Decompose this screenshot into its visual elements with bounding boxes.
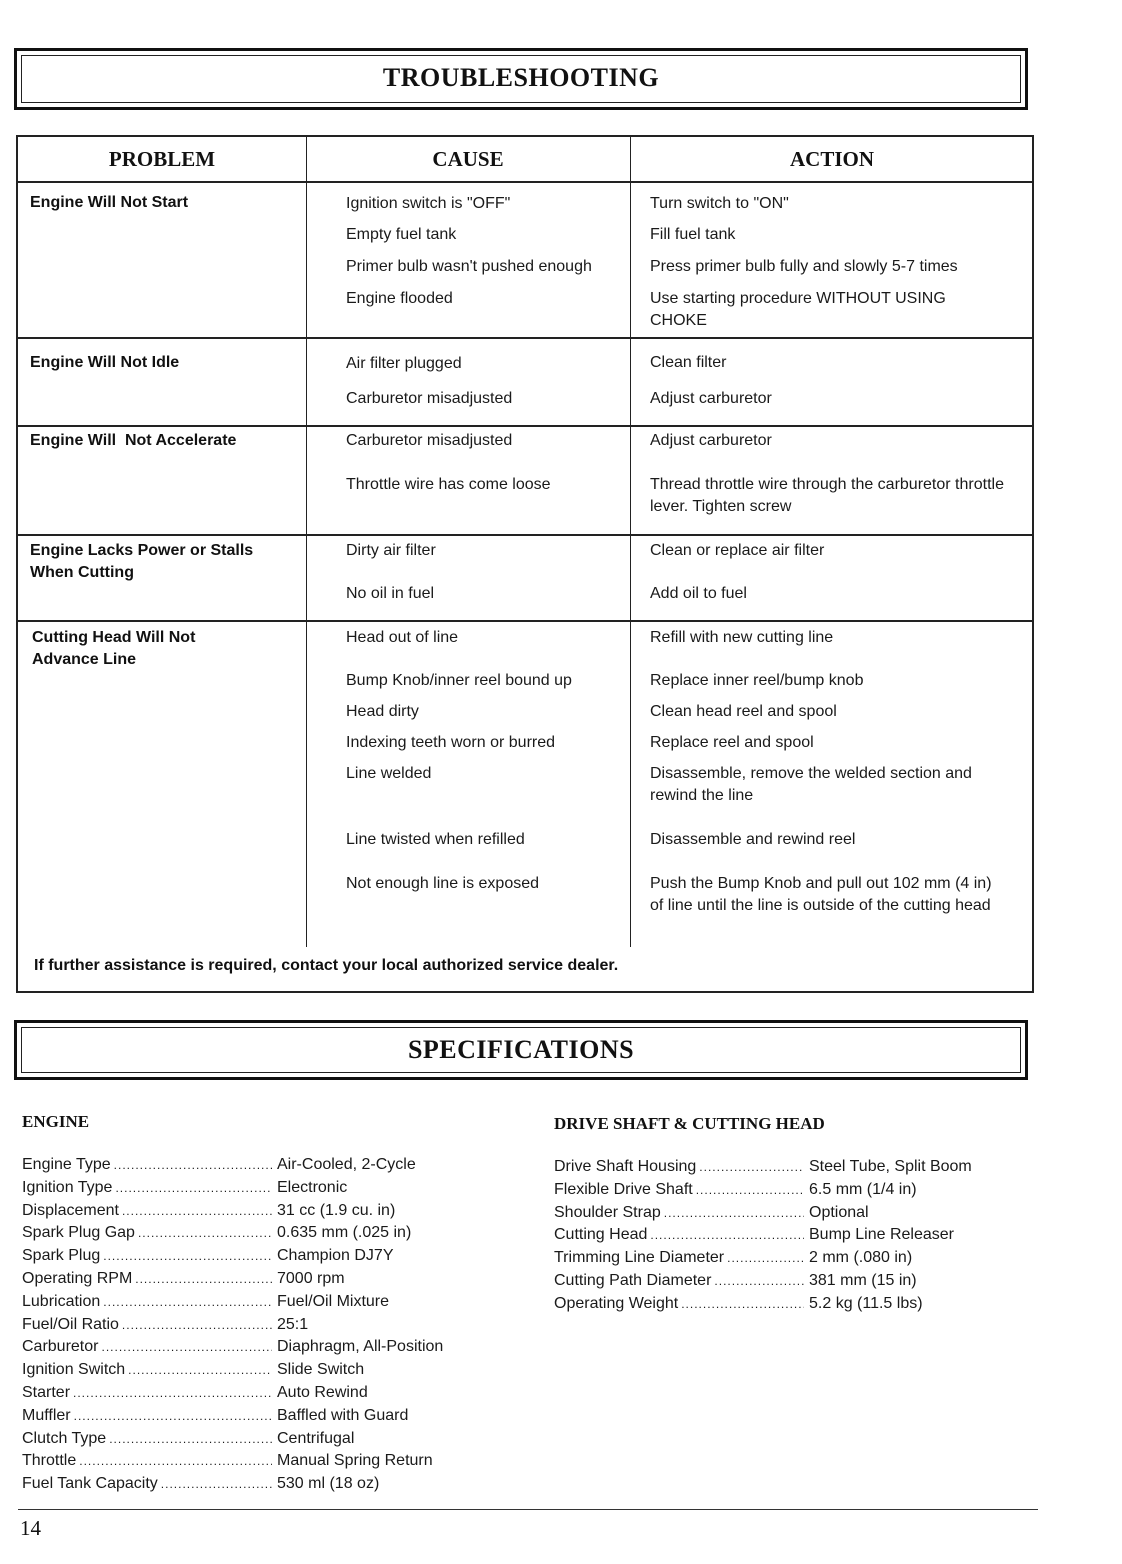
dot-leader bbox=[727, 1248, 804, 1270]
spec-label bbox=[22, 1268, 272, 1291]
spec-label-text: Carburetor bbox=[22, 1338, 99, 1356]
dot-leader bbox=[101, 1337, 272, 1359]
spec-row bbox=[22, 1336, 492, 1359]
spec-row bbox=[554, 1224, 1024, 1247]
header-cause: CAUSE bbox=[432, 147, 504, 171]
spec-value: Bump Line Releaser bbox=[809, 1226, 954, 1244]
spec-value: Steel Tube, Split Boom bbox=[809, 1158, 972, 1175]
spec-value: Electronic bbox=[277, 1178, 348, 1196]
spec-label-text: Engine Type bbox=[22, 1156, 111, 1173]
spec-value: 7000 rpm bbox=[277, 1269, 345, 1287]
cause-text: Head out of line bbox=[346, 629, 459, 646]
spec-row bbox=[22, 1473, 492, 1496]
cause-text: Engine flooded bbox=[346, 290, 453, 307]
specifications-title: SPECIFICATIONS bbox=[21, 1027, 1021, 1073]
dot-leader bbox=[128, 1360, 272, 1382]
spec-label-text: Starter bbox=[22, 1383, 71, 1401]
spec-label-text: Drive Shaft Housing bbox=[554, 1158, 697, 1175]
spec-label-text: Muffler bbox=[22, 1406, 71, 1424]
spec-value: Baffled with Guard bbox=[277, 1406, 409, 1424]
spec-label-text: Shoulder Strap bbox=[554, 1203, 661, 1221]
spec-label-text: Operating RPM bbox=[22, 1269, 133, 1287]
engine-specs bbox=[22, 1112, 492, 1496]
action-text: Clean head reel and spool bbox=[650, 703, 837, 720]
action-text: Push the Bump Knob and pull out 102 mm (4 in) of line until the line is outside of the cutting head bbox=[650, 875, 992, 914]
spec-label-text: Spark Plug Gap bbox=[22, 1224, 135, 1242]
spec-label bbox=[554, 1202, 804, 1225]
dot-leader bbox=[115, 1178, 272, 1200]
header-problem: PROBLEM bbox=[108, 147, 216, 171]
header-action: ACTION bbox=[789, 147, 874, 171]
dot-leader bbox=[650, 1225, 804, 1247]
cause-text: Throttle wire has come loose bbox=[346, 476, 551, 493]
action-text: Adjust carburetor bbox=[650, 390, 772, 407]
spec-row bbox=[554, 1179, 1024, 1202]
spec-label bbox=[22, 1245, 272, 1268]
dot-leader bbox=[135, 1269, 272, 1291]
problem-label: Engine Lacks Power or Stalls When Cutting bbox=[30, 542, 254, 581]
dot-leader bbox=[696, 1180, 804, 1202]
spec-value: 6.5 mm (1/4 in) bbox=[809, 1180, 917, 1198]
spec-label-text: Displacement bbox=[22, 1201, 119, 1219]
spec-label bbox=[22, 1177, 272, 1200]
dot-leader bbox=[122, 1315, 272, 1337]
dot-leader bbox=[109, 1429, 272, 1451]
cause-text: Empty fuel tank bbox=[346, 226, 457, 243]
service-dealer-note: If further assistance is required, contact your local authorized service dealer. bbox=[34, 957, 619, 974]
spec-value: Diaphragm, All-Position bbox=[277, 1338, 444, 1356]
cause-text: Line twisted when refilled bbox=[346, 831, 525, 848]
cause-text: Ignition switch is "OFF" bbox=[346, 195, 511, 212]
row-divider bbox=[18, 534, 1032, 536]
dot-leader bbox=[122, 1201, 272, 1223]
cause-text: Bump Knob/inner reel bound up bbox=[346, 672, 572, 689]
spec-label-text: Spark Plug bbox=[22, 1247, 101, 1265]
action-text: Refill with new cutting line bbox=[650, 629, 834, 646]
spec-label bbox=[22, 1154, 272, 1177]
spec-row bbox=[22, 1428, 492, 1451]
spec-value: 530 ml (18 oz) bbox=[277, 1475, 380, 1493]
dot-leader bbox=[699, 1157, 804, 1179]
row-divider bbox=[18, 425, 1032, 427]
spec-value: 0.635 mm (.025 in) bbox=[277, 1224, 412, 1242]
spec-label bbox=[554, 1224, 804, 1247]
cause-text: Air filter plugged bbox=[346, 355, 462, 372]
dot-leader bbox=[103, 1292, 272, 1314]
cause-text: Indexing teeth worn or burred bbox=[346, 734, 556, 751]
specifications-banner bbox=[14, 1020, 1028, 1080]
row-divider bbox=[18, 337, 1032, 339]
spec-label-text: Ignition Type bbox=[22, 1178, 113, 1196]
spec-row bbox=[22, 1450, 492, 1473]
troubleshooting-title: TROUBLESHOOTING bbox=[21, 55, 1021, 103]
cause-text: Dirty air filter bbox=[346, 542, 436, 559]
action-text: Add oil to fuel bbox=[650, 585, 747, 602]
spec-value: Slide Switch bbox=[277, 1361, 365, 1379]
spec-label-text: Flexible Drive Shaft bbox=[554, 1180, 693, 1198]
action-text: Clean or replace air filter bbox=[650, 542, 825, 559]
spec-label bbox=[554, 1156, 804, 1179]
spec-value: Manual Spring Return bbox=[277, 1452, 433, 1470]
spec-label-text: Trimming Line Diameter bbox=[554, 1249, 725, 1267]
drive-shaft-specs bbox=[554, 1114, 1024, 1316]
dot-leader bbox=[103, 1246, 272, 1268]
spec-label bbox=[22, 1428, 272, 1451]
troubleshooting-table bbox=[16, 135, 1034, 993]
spec-row bbox=[22, 1268, 492, 1291]
spec-row bbox=[22, 1359, 492, 1382]
spec-row bbox=[554, 1270, 1024, 1293]
spec-row bbox=[554, 1156, 1024, 1179]
action-text: Disassemble, remove the welded section and rewind the line bbox=[650, 765, 972, 804]
column-divider bbox=[306, 137, 307, 947]
action-text: Replace inner reel/bump knob bbox=[650, 672, 864, 689]
spec-label-text: Throttle bbox=[22, 1452, 77, 1470]
action-text: Replace reel and spool bbox=[650, 734, 814, 751]
spec-label bbox=[22, 1405, 272, 1428]
spec-label-text: Ignition Switch bbox=[22, 1361, 126, 1379]
cause-text: Head dirty bbox=[346, 703, 419, 720]
spec-label-text: Fuel/Oil Ratio bbox=[22, 1315, 119, 1333]
spec-row bbox=[22, 1222, 492, 1245]
dot-leader bbox=[79, 1451, 272, 1473]
spec-row bbox=[22, 1382, 492, 1405]
spec-value: 2 mm (.080 in) bbox=[809, 1249, 913, 1267]
spec-row bbox=[554, 1247, 1024, 1270]
footer-rule bbox=[18, 1509, 1038, 1510]
spec-label-text: Cutting Path Diameter bbox=[554, 1271, 712, 1289]
spec-value: Air-Cooled, 2-Cycle bbox=[277, 1156, 416, 1173]
problem-label: Engine Will Not Idle bbox=[30, 354, 180, 371]
spec-value: Optional bbox=[809, 1203, 869, 1221]
spec-label-text: Cutting Head bbox=[554, 1226, 648, 1244]
drive-shaft-heading: DRIVE SHAFT & CUTTING HEAD bbox=[554, 1114, 825, 1133]
spec-row bbox=[22, 1154, 492, 1177]
spec-label-text: Fuel Tank Capacity bbox=[22, 1475, 158, 1493]
action-text: Adjust carburetor bbox=[650, 432, 772, 449]
action-text: Press primer bulb fully and slowly 5-7 times bbox=[650, 258, 958, 275]
spec-value: 381 mm (15 in) bbox=[809, 1271, 917, 1289]
spec-label bbox=[22, 1473, 272, 1496]
spec-label bbox=[554, 1247, 804, 1270]
engine-spec-list bbox=[22, 1154, 492, 1496]
dot-leader bbox=[73, 1383, 272, 1405]
spec-value: Champion DJ7Y bbox=[277, 1247, 394, 1265]
spec-row bbox=[22, 1177, 492, 1200]
dot-leader bbox=[681, 1294, 804, 1316]
spec-label bbox=[22, 1314, 272, 1337]
spec-label bbox=[22, 1336, 272, 1359]
problem-label: Engine Will Not Accelerate bbox=[30, 432, 237, 449]
spec-row bbox=[22, 1291, 492, 1314]
dot-leader bbox=[74, 1406, 272, 1428]
row-divider bbox=[18, 620, 1032, 622]
spec-label-text: Operating Weight bbox=[554, 1294, 679, 1312]
action-text: Clean filter bbox=[650, 354, 727, 371]
cause-text: Not enough line is exposed bbox=[346, 875, 540, 892]
dot-leader bbox=[714, 1271, 804, 1293]
spec-value: 5.2 kg (11.5 lbs) bbox=[809, 1294, 923, 1312]
spec-row bbox=[554, 1293, 1024, 1316]
action-text: Use starting procedure WITHOUT USING CHOKE bbox=[650, 290, 946, 329]
dot-leader bbox=[664, 1203, 804, 1225]
cause-text: No oil in fuel bbox=[346, 585, 435, 602]
spec-label bbox=[554, 1270, 804, 1293]
spec-label bbox=[22, 1291, 272, 1314]
cause-text: Carburetor misadjusted bbox=[346, 390, 513, 407]
spec-value: 31 cc (1.9 cu. in) bbox=[277, 1201, 396, 1219]
spec-label bbox=[554, 1293, 804, 1316]
spec-row bbox=[554, 1202, 1024, 1225]
problem-label: Engine Will Not Start bbox=[30, 194, 189, 211]
dot-leader bbox=[138, 1223, 272, 1245]
action-text: Disassemble and rewind reel bbox=[650, 831, 856, 848]
spec-label bbox=[22, 1200, 272, 1223]
spec-label bbox=[22, 1382, 272, 1405]
action-text: Turn switch to "ON" bbox=[650, 195, 789, 212]
spec-row bbox=[22, 1405, 492, 1428]
troubleshooting-banner bbox=[14, 48, 1028, 110]
dot-leader bbox=[161, 1474, 272, 1496]
spec-value: Fuel/Oil Mixture bbox=[277, 1292, 390, 1310]
spec-label-text: Lubrication bbox=[22, 1292, 101, 1310]
cause-text: Primer bulb wasn't pushed enough bbox=[346, 258, 592, 275]
spec-label-text: Clutch Type bbox=[22, 1429, 107, 1447]
action-text: Thread throttle wire through the carburetor throttle lever. Tighten screw bbox=[650, 476, 1004, 515]
spec-value: 25:1 bbox=[277, 1315, 309, 1333]
spec-value: Centrifugal bbox=[277, 1429, 355, 1447]
spec-row bbox=[22, 1314, 492, 1337]
page-number: 14 bbox=[20, 1516, 41, 1540]
problem-label: Cutting Head Will Not Advance Line bbox=[32, 629, 196, 668]
dot-leader bbox=[114, 1155, 272, 1177]
spec-label bbox=[22, 1222, 272, 1245]
spec-label bbox=[22, 1450, 272, 1473]
action-text: Fill fuel tank bbox=[650, 226, 736, 243]
spec-value: Auto Rewind bbox=[277, 1383, 368, 1401]
table-header bbox=[18, 137, 1032, 183]
cause-text: Carburetor misadjusted bbox=[346, 432, 513, 449]
spec-row bbox=[22, 1200, 492, 1223]
cause-text: Line welded bbox=[346, 765, 432, 782]
spec-label bbox=[554, 1179, 804, 1202]
engine-heading: ENGINE bbox=[22, 1112, 90, 1131]
drive-spec-list bbox=[554, 1156, 1024, 1316]
spec-row bbox=[22, 1245, 492, 1268]
spec-label bbox=[22, 1359, 272, 1382]
